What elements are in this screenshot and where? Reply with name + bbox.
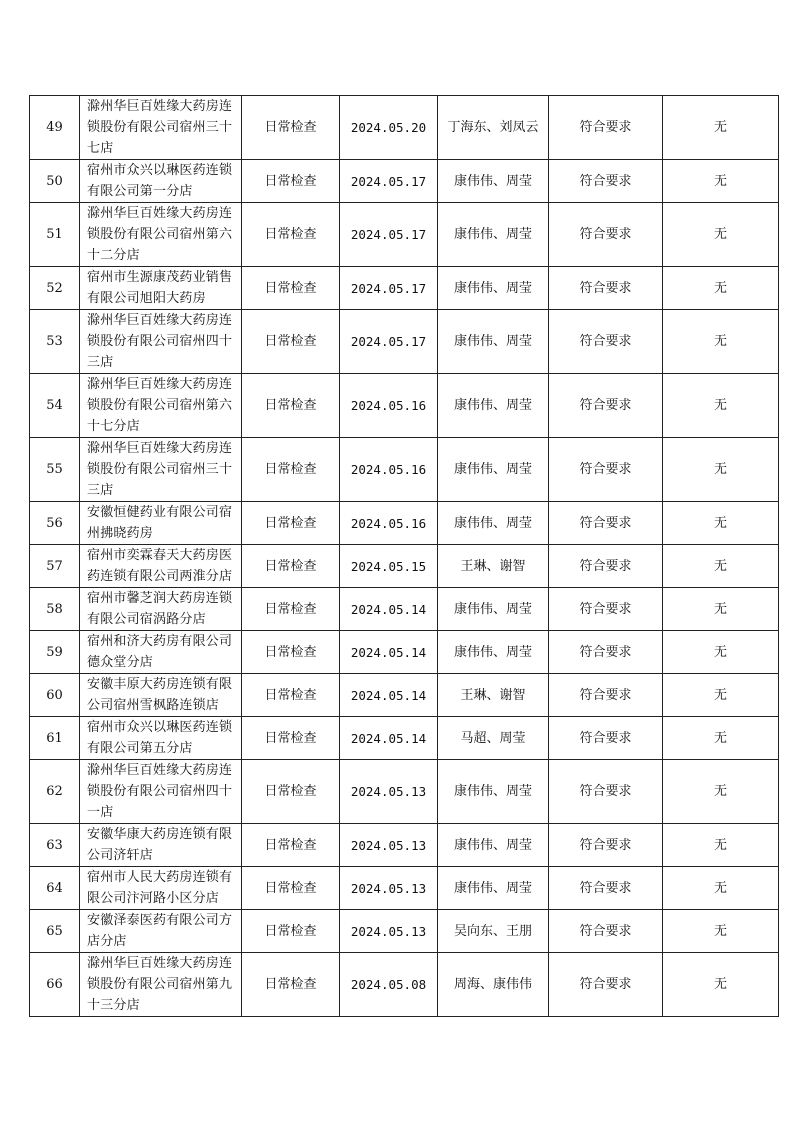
row-number-cell: 65 [30, 910, 80, 953]
inspection-type-cell: 日常检查 [242, 588, 340, 631]
inspection-type-cell: 日常检查 [242, 953, 340, 1017]
inspection-result-cell: 符合要求 [549, 160, 663, 203]
table-row [30, 824, 779, 867]
inspection-result-cell: 符合要求 [549, 717, 663, 760]
row-number-cell: 61 [30, 717, 80, 760]
inspection-date-cell: 2024.05.14 [340, 717, 438, 760]
inspection-date-cell: 2024.05.13 [340, 910, 438, 953]
inspection-result-cell: 符合要求 [549, 953, 663, 1017]
issues-found-cell: 无 [663, 203, 779, 267]
inspection-type-cell: 日常检查 [242, 160, 340, 203]
inspectors-cell: 马超、周莹 [438, 717, 549, 760]
table-row [30, 910, 779, 953]
issues-found-cell: 无 [663, 910, 779, 953]
issues-found-cell: 无 [663, 674, 779, 717]
inspectors-cell: 康伟伟、周莹 [438, 438, 549, 502]
issues-found-cell: 无 [663, 760, 779, 824]
table-row [30, 588, 779, 631]
row-number-cell: 52 [30, 267, 80, 310]
inspectors-cell: 康伟伟、周莹 [438, 760, 549, 824]
inspection-result-cell: 符合要求 [549, 588, 663, 631]
table-row [30, 310, 779, 374]
inspection-date-cell: 2024.05.17 [340, 160, 438, 203]
table-row [30, 203, 779, 267]
inspection-type-cell: 日常检查 [242, 824, 340, 867]
store-name-cell: 滁州华巨百姓缘大药房连锁股份有限公司宿州四十一店 [80, 760, 242, 824]
inspection-date-cell: 2024.05.14 [340, 631, 438, 674]
row-number-cell: 53 [30, 310, 80, 374]
inspection-type-cell: 日常检查 [242, 631, 340, 674]
inspection-result-cell: 符合要求 [549, 267, 663, 310]
inspection-date-cell: 2024.05.17 [340, 267, 438, 310]
row-number-cell: 57 [30, 545, 80, 588]
inspectors-cell: 康伟伟、周莹 [438, 374, 549, 438]
row-number-cell: 64 [30, 867, 80, 910]
inspectors-cell: 康伟伟、周莹 [438, 203, 549, 267]
inspection-type-cell: 日常检查 [242, 310, 340, 374]
inspection-result-cell: 符合要求 [549, 374, 663, 438]
store-name-cell: 安徽泽泰医药有限公司方店分店 [80, 910, 242, 953]
table-row [30, 717, 779, 760]
inspection-date-cell: 2024.05.08 [340, 953, 438, 1017]
table-row [30, 953, 779, 1017]
table-row [30, 631, 779, 674]
store-name-cell: 宿州市众兴以琳医药连锁有限公司第一分店 [80, 160, 242, 203]
table-row [30, 374, 779, 438]
inspectors-cell: 康伟伟、周莹 [438, 867, 549, 910]
issues-found-cell: 无 [663, 631, 779, 674]
issues-found-cell: 无 [663, 588, 779, 631]
store-name-cell: 安徽恒健药业有限公司宿州拂晓药房 [80, 502, 242, 545]
inspection-date-cell: 2024.05.16 [340, 374, 438, 438]
issues-found-cell: 无 [663, 96, 779, 160]
inspection-date-cell: 2024.05.14 [340, 588, 438, 631]
inspection-date-cell: 2024.05.20 [340, 96, 438, 160]
inspection-date-cell: 2024.05.13 [340, 867, 438, 910]
inspectors-cell: 吴向东、王朋 [438, 910, 549, 953]
inspectors-cell: 王琳、谢智 [438, 545, 549, 588]
inspection-date-cell: 2024.05.16 [340, 502, 438, 545]
table-body [30, 96, 779, 1017]
store-name-cell: 滁州华巨百姓缘大药房连锁股份有限公司宿州三十三店 [80, 438, 242, 502]
row-number-cell: 54 [30, 374, 80, 438]
store-name-cell: 宿州和济大药房有限公司德众堂分店 [80, 631, 242, 674]
store-name-cell: 宿州市馨芝润大药房连锁有限公司宿涡路分店 [80, 588, 242, 631]
store-name-cell: 宿州市奕霖春天大药房医药连锁有限公司两淮分店 [80, 545, 242, 588]
table-row [30, 760, 779, 824]
inspection-type-cell: 日常检查 [242, 867, 340, 910]
row-number-cell: 51 [30, 203, 80, 267]
row-number-cell: 62 [30, 760, 80, 824]
inspection-result-cell: 符合要求 [549, 96, 663, 160]
inspection-date-cell: 2024.05.13 [340, 824, 438, 867]
inspectors-cell: 康伟伟、周莹 [438, 502, 549, 545]
row-number-cell: 50 [30, 160, 80, 203]
inspection-result-cell: 符合要求 [549, 631, 663, 674]
inspection-result-cell: 符合要求 [549, 310, 663, 374]
store-name-cell: 宿州市人民大药房连锁有限公司汴河路小区分店 [80, 867, 242, 910]
inspection-type-cell: 日常检查 [242, 674, 340, 717]
issues-found-cell: 无 [663, 438, 779, 502]
inspectors-cell: 康伟伟、周莹 [438, 824, 549, 867]
issues-found-cell: 无 [663, 953, 779, 1017]
issues-found-cell: 无 [663, 867, 779, 910]
row-number-cell: 55 [30, 438, 80, 502]
inspection-type-cell: 日常检查 [242, 545, 340, 588]
store-name-cell: 宿州市生源康茂药业销售有限公司旭阳大药房 [80, 267, 242, 310]
table-row [30, 502, 779, 545]
inspection-result-cell: 符合要求 [549, 438, 663, 502]
inspection-result-cell: 符合要求 [549, 910, 663, 953]
row-number-cell: 49 [30, 96, 80, 160]
inspection-result-cell: 符合要求 [549, 502, 663, 545]
row-number-cell: 66 [30, 953, 80, 1017]
inspection-type-cell: 日常检查 [242, 438, 340, 502]
issues-found-cell: 无 [663, 310, 779, 374]
inspection-date-cell: 2024.05.16 [340, 438, 438, 502]
inspection-result-cell: 符合要求 [549, 867, 663, 910]
issues-found-cell: 无 [663, 545, 779, 588]
store-name-cell: 滁州华巨百姓缘大药房连锁股份有限公司宿州第九十三分店 [80, 953, 242, 1017]
row-number-cell: 56 [30, 502, 80, 545]
inspectors-cell: 康伟伟、周莹 [438, 267, 549, 310]
row-number-cell: 59 [30, 631, 80, 674]
inspection-type-cell: 日常检查 [242, 96, 340, 160]
store-name-cell: 安徽丰原大药房连锁有限公司宿州雪枫路连锁店 [80, 674, 242, 717]
issues-found-cell: 无 [663, 824, 779, 867]
inspectors-cell: 康伟伟、周莹 [438, 588, 549, 631]
inspection-date-cell: 2024.05.14 [340, 674, 438, 717]
store-name-cell: 安徽华康大药房连锁有限公司济轩店 [80, 824, 242, 867]
inspectors-cell: 周海、康伟伟 [438, 953, 549, 1017]
row-number-cell: 63 [30, 824, 80, 867]
issues-found-cell: 无 [663, 374, 779, 438]
inspectors-cell: 王琳、谢智 [438, 674, 549, 717]
table-row [30, 96, 779, 160]
inspection-date-cell: 2024.05.13 [340, 760, 438, 824]
inspectors-cell: 康伟伟、周莹 [438, 160, 549, 203]
inspection-result-cell: 符合要求 [549, 760, 663, 824]
table-row [30, 267, 779, 310]
table-row [30, 674, 779, 717]
inspection-table [29, 95, 779, 1017]
inspection-type-cell: 日常检查 [242, 203, 340, 267]
inspection-type-cell: 日常检查 [242, 502, 340, 545]
inspectors-cell: 康伟伟、周莹 [438, 310, 549, 374]
inspection-type-cell: 日常检查 [242, 267, 340, 310]
table-row [30, 867, 779, 910]
store-name-cell: 滁州华巨百姓缘大药房连锁股份有限公司宿州第六十二分店 [80, 203, 242, 267]
inspection-date-cell: 2024.05.17 [340, 310, 438, 374]
inspection-date-cell: 2024.05.17 [340, 203, 438, 267]
store-name-cell: 滁州华巨百姓缘大药房连锁股份有限公司宿州三十七店 [80, 96, 242, 160]
issues-found-cell: 无 [663, 717, 779, 760]
store-name-cell: 宿州市众兴以琳医药连锁有限公司第五分店 [80, 717, 242, 760]
table-row [30, 438, 779, 502]
row-number-cell: 58 [30, 588, 80, 631]
table-row [30, 160, 779, 203]
inspection-result-cell: 符合要求 [549, 545, 663, 588]
inspectors-cell: 康伟伟、周莹 [438, 631, 549, 674]
inspection-date-cell: 2024.05.15 [340, 545, 438, 588]
inspection-type-cell: 日常检查 [242, 760, 340, 824]
store-name-cell: 滁州华巨百姓缘大药房连锁股份有限公司宿州四十三店 [80, 310, 242, 374]
store-name-cell: 滁州华巨百姓缘大药房连锁股份有限公司宿州第六十七分店 [80, 374, 242, 438]
inspection-type-cell: 日常检查 [242, 717, 340, 760]
issues-found-cell: 无 [663, 502, 779, 545]
inspection-type-cell: 日常检查 [242, 910, 340, 953]
row-number-cell: 60 [30, 674, 80, 717]
inspection-type-cell: 日常检查 [242, 374, 340, 438]
inspection-result-cell: 符合要求 [549, 674, 663, 717]
table-row [30, 545, 779, 588]
issues-found-cell: 无 [663, 267, 779, 310]
inspection-result-cell: 符合要求 [549, 824, 663, 867]
inspection-result-cell: 符合要求 [549, 203, 663, 267]
issues-found-cell: 无 [663, 160, 779, 203]
inspectors-cell: 丁海东、刘凤云 [438, 96, 549, 160]
